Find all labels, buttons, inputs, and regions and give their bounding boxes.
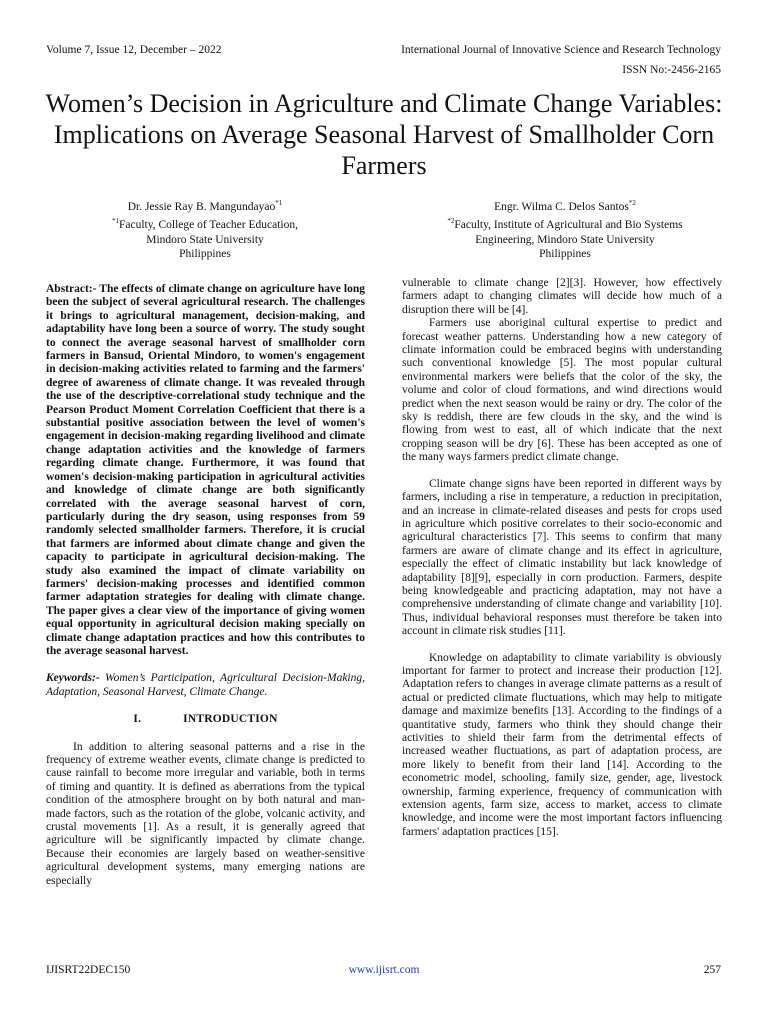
right-paragraph-1: vulnerable to climate change [2][3]. However, how effectively farmers adapt to changing climates will decide how much of a disruption there will be [4].: [402, 277, 722, 316]
author-university-2: Engineering, Mindoro State University: [475, 233, 655, 246]
right-column: [402, 277, 722, 839]
right-paragraph-3: Climate change signs have been reported in different ways by farmers, including a rise in temperature, a reduction in precipitation, and an increase in climate-related diseases and pests for crops used in agriculture which positive correlates to their socio-economic and agricultural characteristics [7]. This seems to confirm that many farmers are aware of climate change and its effect in agriculture, especially the effect of climatic instability but lack knowledge of adaptability [8][9], especially in corn production. Farmers, despite being knowledgeable and practicing adaptation, may not have a comprehensive understanding of climate change and variability [10]. Thus, individual behavioral responses must therefore be taken into account in climate risk studies [11].: [402, 477, 722, 638]
left-column: [46, 283, 365, 888]
paper-title: Women’s Decision in Agriculture and Climate Change Variables: Implications on Average Seasonal Harvest of Smallholder Corn Farmers: [45, 89, 723, 180]
footer-code: IJISRT22DEC150: [46, 964, 131, 976]
section-heading: I. INTRODUCTION: [133, 713, 278, 726]
right-paragraph-2: Farmers use aboriginal cultural expertise to predict and forecast weather patterns. Understanding how a new category of climate information could be embraced begins with understanding such conventional knowledge [5]. The most popular cultural environmental markers were beliefs that the color of the sky, the volume and color of cloud formations, and wind directions would predict when the next season would be rainy or dry. The color of the sky is reddish, there are few clouds in the sky, and the wind is flowing from west to east, all of which indicate that the next cropping season will be dry [6]. These has been accepted as one of the many ways farmers predict climate change.: [402, 317, 722, 464]
author-block-2: [395, 196, 735, 262]
author-name-1: Dr. Jessie Ray B. Mangundayao$^{*1}$: [127, 199, 283, 213]
header-volume: Volume 7, Issue 12, December – 2022: [46, 44, 222, 56]
author-affiliation-2: $^{*2}$Faculty, Institute of Agricultural and Bio Systems: [447, 217, 683, 232]
header-journal: International Journal of Innovative Science and Research Technology: [401, 44, 721, 56]
footer-website-link[interactable]: www.ijisrt.com: [348, 964, 420, 976]
header-issn: ISSN No:-2456-2165: [622, 64, 721, 76]
footer-page-number: 257: [703, 964, 721, 976]
abstract: Abstract:- The effects of climate change on agriculture have long been the subject of several agricultural research. The challenges it brings to agricultural management, decision-making, and adaptability have long been a source of worry. The study sought to connect the average seasonal harvest of smallholder corn farmers in Bansud, Oriental Mindoro, to women's engagement in decision-making activities related to farming and the farmers' degree of awareness of climate change. It was revealed through the use of the descriptive-correlational study technique and the Pearson Product Moment Correlation Coefficient that there is a substantial positive association between the level of women's engagement in decision-making regarding livelihood and climate change adaptation activities and the knowledge of farmers regarding climate change. Furthermore, it was found that women's decision-making participation in agricultural activities and knowledge of climate change are both significantly correlated with the average seasonal harvest of corn, particularly during the dry season, using responses from 59 randomly selected smallholder farmers. Therefore, it is crucial that farmers are informed about climate change and given the capacity to participate in agricultural decision-making. The study also examined the impact of climate variability on farmers' decision-making processes and identified common farmer adaptation strategies for dealing with climate change. The paper gives a clear view of the importance of giving women equal opportunity in agricultural decision making specially on climate change adaptation practices and how this contributes to the average seasonal harvest.: [46, 283, 365, 657]
author-name-2: Engr. Wilma C. Delos Santos$^{*2}$: [494, 199, 636, 213]
intro-paragraph-1: In addition to altering seasonal patterns and a rise in the frequency of extreme weather events, climate change is predicted to cause rainfall to become more irregular and variable, both in terms of timing and quantity. It is defined as aberrations from the typical condition of the atmosphere brought on by both natural and man-made factors, such as the rotation of the globe, volcanic activity, and crustal movements [1]. As a result, it is generally agreed that agriculture will be significantly impacted by climate change. Because their economies are largely based on weather-sensitive agricultural development systems, many emerging nations are especially: [46, 740, 365, 887]
right-paragraph-4: Knowledge on adaptability to climate variability is obviously important for farmer to protect and increase their production [12]. Adaptation refers to changes in average climate patterns as a result of actual or predicted climate fluctuations, which may help to mitigate damage and maximize benefits [13]. According to the findings of a quantitative study, farmers who think they should change their activities to shield their farm from the detrimental effects of increased weather fluctuations, as part of adaptation process, are more likely to benefit from their land [14]. According to the econometric model, schooling, family size, gender, age, livestock ownership, farming experience, frequency of communication with extension agents, farm size, access to market, access to climate knowledge, and income were the most important factors influencing farmers' adaptation practices [15].: [402, 651, 722, 838]
author-affiliation-1: $^{*1}$Faculty, College of Teacher Education,: [112, 217, 298, 232]
author-country-2: Philippines: [539, 248, 591, 261]
author-country-1: Philippines: [179, 248, 231, 261]
keywords: Keywords:- Women’s Participation, Agricultural Decision-Making, Adaptation, Seasonal Harvest, Climate Change.: [46, 672, 365, 698]
author-block-1: [40, 196, 370, 262]
author-university-1: Mindoro State University: [146, 233, 264, 246]
